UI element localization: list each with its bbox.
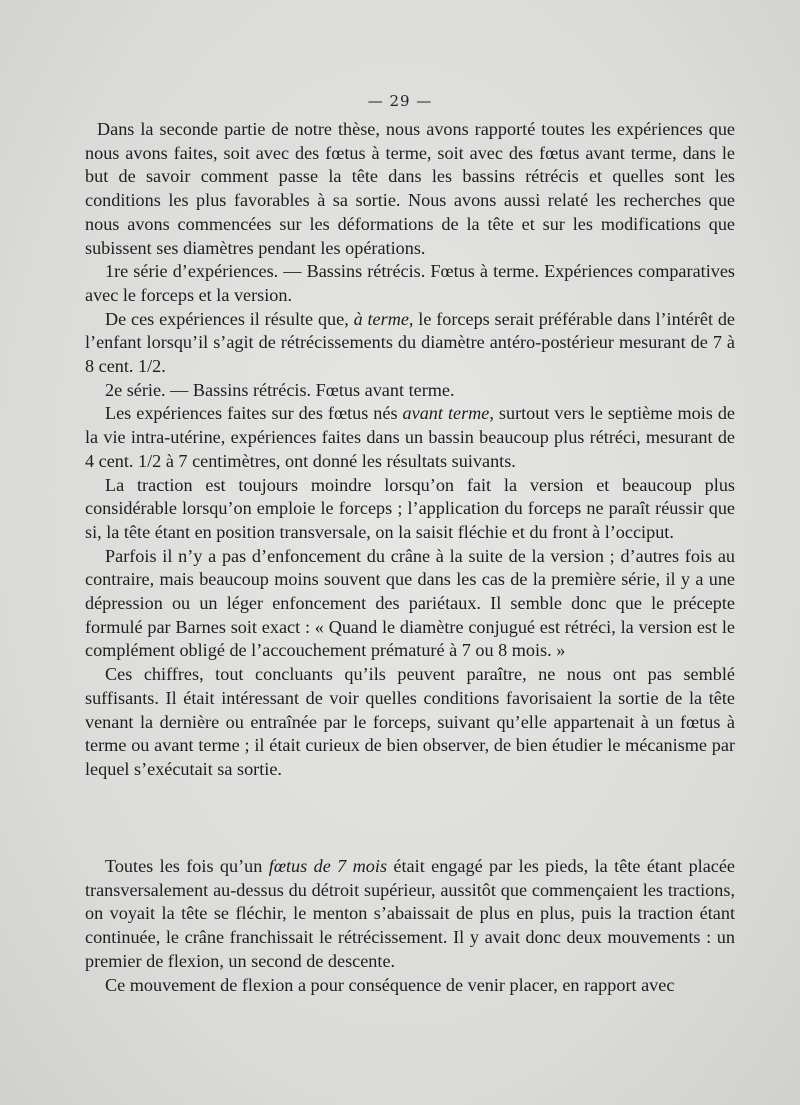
text-run: Dans la seconde partie de notre thèse, nous avons rapporté toutes les expériences que nous avons faites, soit avec des fœtus à terme, soit avec des fœtus avant terme, dans le but de savoir comment passe la tête dans les bassins rétrécis et quelles sont les conditions les plus favorables à sa sortie. Nous avons aussi relaté les recherches que nous avons commencées sur les déformations de la tête et sur les modifications que subissent ses diamètres pendant les opérations. — [85, 119, 735, 258]
paragraph — [85, 974, 735, 998]
text-run: Ces chiffres, tout concluants qu’ils peuvent paraître, ne nous ont pas semblé suffisants. Il était intéressant de voir quelles conditions favorisaient la sortie de la tête venant la dernière ou entraînée par le forceps, suivant qu’elle appartenait à un fœtus à terme ou avant terme ; il était curieux de bien observer, de bien étudier le mécanisme par lequel s’exécutait sa sortie. — [85, 664, 735, 779]
italic-text: à terme — [353, 308, 409, 329]
page-number: — 29 — — [367, 92, 433, 110]
paragraph — [85, 260, 735, 307]
body-text-section-1 — [85, 118, 735, 782]
text-run: Ce mouvement de flexion a pour conséquence de venir placer, en rapport avec — [105, 974, 675, 995]
paragraph — [85, 474, 735, 545]
italic-text: avant terme — [402, 403, 490, 424]
text-run: 2e série. — Bassins rétrécis. Fœtus avant terme. — [105, 379, 455, 400]
paragraph — [85, 308, 735, 379]
text-run: La traction est toujours moindre lorsqu’on fait la version et beaucoup plus considérable lorsqu’on emploie le forceps ; l’application du forceps ne paraît réussir que si, la tête étant en position transversale, on la saisit fléchie et du front à l’occiput. — [85, 474, 735, 542]
text-run: , surtout vers le septième mois de la vie intra-utérine, expériences faites dans un bassin beaucoup plus rétréci, mesurant de 4 cent. 1/2 à 7 centimètres, ont donné les résultats suivants. — [85, 403, 735, 471]
paragraph — [85, 663, 735, 782]
text-run: Toutes les fois qu’un — [105, 856, 269, 876]
text-run: 1re série d’expériences. — Bassins rétrécis. Fœtus à terme. Expériences comparatives avec le forceps et la version. — [85, 261, 735, 305]
paragraph — [85, 379, 735, 403]
paragraph — [85, 855, 735, 974]
paragraph — [85, 545, 735, 664]
text-run: , le forceps serait préférable dans l’intérêt de l’enfant lorsqu’il s’agit de rétrécissements du diamètre antéro-postérieur mesurant de 7 à 8 cent. 1/2. — [85, 308, 735, 377]
paragraph — [85, 118, 735, 260]
text-run: était engagé par les pieds, la tête étant placée transversalement au-dessus du détroit supérieur, aussitôt que commençaient les tractions, on voyait la tête se fléchir, le menton s’abaissait de plus en plus, puis la traction étant continuée, le crâne franchissait le rétrécissement. Il y avait donc deux mouvements : un premier de flexion, un second de descente. — [85, 856, 736, 971]
paragraph — [85, 402, 735, 473]
italic-text: fœtus de 7 mois — [268, 856, 388, 876]
body-text-section-2 — [85, 855, 735, 997]
text-run: Parfois il n’y a pas d’enfoncement du crâne à la suite de la version ; d’autres fois au contraire, mais beaucoup moins souvent que dans les cas de la première série, il y a une dépression ou un léger enfoncement des pariétaux. Il semble donc que le précepte formulé par Barnes soit exact : « Quand le diamètre conjugué est rétréci, la version est le complément obligé de l’accouchement prématuré à 7 ou 8 mois. » — [85, 545, 735, 661]
text-run: De ces expériences il résulte que, — [105, 308, 354, 329]
text-run: Les expériences faites sur des fœtus nés — [105, 403, 403, 424]
